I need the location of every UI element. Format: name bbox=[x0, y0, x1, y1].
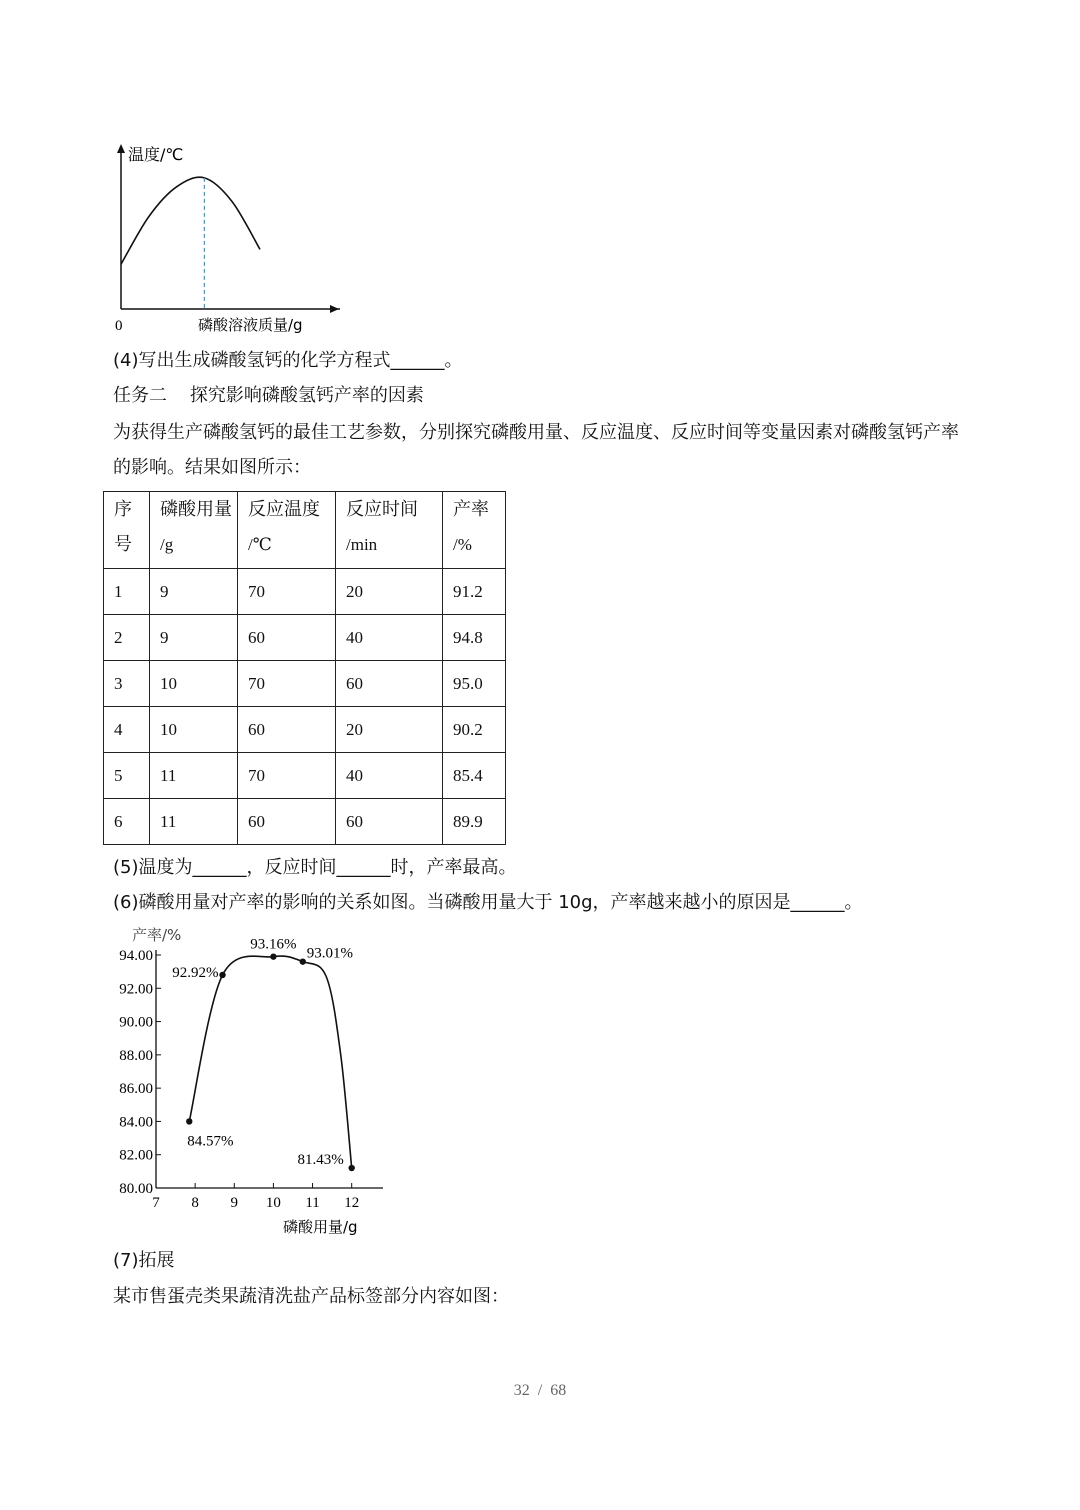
table-cell: 40 bbox=[336, 753, 443, 799]
table-cell: 5 bbox=[104, 753, 150, 799]
header-unit: /% bbox=[453, 535, 472, 554]
data-point bbox=[300, 958, 306, 964]
intro-line-2: 的影响。结果如图所示： bbox=[113, 457, 311, 478]
header-text: 反应温度 bbox=[248, 499, 320, 520]
header-text: 产率 bbox=[453, 499, 489, 520]
task-2-title: 任务二 探究影响磷酸氢钙产率的因素 bbox=[113, 385, 424, 406]
table-header-row bbox=[104, 492, 506, 569]
table-cell: 11 bbox=[150, 753, 238, 799]
header-text: 序 bbox=[114, 499, 132, 520]
y-tick-label: 90.00 bbox=[119, 1014, 153, 1031]
table-cell: 91.2 bbox=[443, 569, 506, 615]
y-tick-label: 84.00 bbox=[119, 1114, 153, 1131]
header-cell bbox=[104, 492, 150, 569]
table-row bbox=[104, 569, 506, 615]
table-row bbox=[104, 661, 506, 707]
x-tick-label: 10 bbox=[265, 1195, 281, 1211]
data-label: 93.01% bbox=[306, 945, 354, 962]
data-label: 93.16% bbox=[250, 936, 297, 953]
table-cell: 3 bbox=[104, 661, 150, 707]
table-cell: 40 bbox=[336, 615, 443, 661]
question-5: (5)温度为______，反应时间______时，产率最高。 bbox=[113, 857, 517, 878]
table-cell: 11 bbox=[150, 799, 238, 845]
table-cell: 94.8 bbox=[443, 615, 506, 661]
table-cell: 70 bbox=[238, 753, 336, 799]
header-cell bbox=[336, 492, 443, 569]
y-axis-label: 产率/% bbox=[132, 926, 182, 944]
table-cell: 9 bbox=[150, 569, 238, 615]
y-tick-label: 94.00 bbox=[119, 947, 153, 964]
table-cell: 60 bbox=[238, 799, 336, 845]
results-table bbox=[103, 491, 506, 845]
y-tick-label: 88.00 bbox=[119, 1047, 153, 1064]
question-7: (7)拓展 bbox=[113, 1250, 175, 1271]
table-cell: 70 bbox=[238, 569, 336, 615]
x-axis-label: 磷酸用量/g bbox=[283, 1218, 358, 1236]
table-cell: 60 bbox=[336, 661, 443, 707]
table-cell: 4 bbox=[104, 707, 150, 753]
table-cell: 90.2 bbox=[443, 707, 506, 753]
table-cell: 70 bbox=[238, 661, 336, 707]
x-axis-arrow bbox=[330, 305, 339, 313]
table-cell: 10 bbox=[150, 661, 238, 707]
y-axis-label: 温度/℃ bbox=[128, 145, 184, 164]
header-cell bbox=[443, 492, 506, 569]
temperature-chart bbox=[100, 140, 340, 340]
question-4: (4)写出生成磷酸氢钙的化学方程式______。 bbox=[113, 350, 463, 371]
header-unit: /min bbox=[346, 535, 378, 554]
table-cell: 10 bbox=[150, 707, 238, 753]
data-label: 84.57% bbox=[187, 1133, 234, 1150]
y-axis-arrow bbox=[117, 144, 125, 153]
y-tick-label: 82.00 bbox=[119, 1147, 153, 1164]
question-6: (6)磷酸用量对产率的影响的关系如图。当磷酸用量大于 10g，产率越来越小的原因是______。 bbox=[113, 892, 863, 913]
table-row bbox=[104, 707, 506, 753]
table-cell: 60 bbox=[238, 707, 336, 753]
y-tick-label: 92.00 bbox=[119, 981, 153, 998]
table-cell: 20 bbox=[336, 569, 443, 615]
header-cell bbox=[150, 492, 238, 569]
data-point bbox=[219, 972, 225, 978]
header-text: 号 bbox=[114, 534, 132, 555]
table-cell: 60 bbox=[336, 799, 443, 845]
table-row bbox=[104, 799, 506, 845]
header-text: 反应时间 bbox=[346, 499, 418, 520]
page-number: 32 / 68 bbox=[513, 1382, 567, 1399]
y-tick-label: 80.00 bbox=[119, 1181, 153, 1197]
header-cell bbox=[238, 492, 336, 569]
data-label: 81.43% bbox=[297, 1152, 344, 1169]
x-tick-label: 9 bbox=[230, 1195, 239, 1211]
temperature-curve bbox=[121, 177, 260, 264]
data-point bbox=[186, 1118, 192, 1124]
table-cell: 6 bbox=[104, 799, 150, 845]
table-row bbox=[104, 753, 506, 799]
x-tick-label: 12 bbox=[344, 1195, 360, 1211]
header-unit: /g bbox=[160, 535, 174, 554]
x-axis-label: 磷酸溶液质量/g bbox=[198, 316, 303, 334]
table-cell: 20 bbox=[336, 707, 443, 753]
table-cell: 2 bbox=[104, 615, 150, 661]
table-cell: 85.4 bbox=[443, 753, 506, 799]
y-tick-label: 86.00 bbox=[119, 1081, 153, 1098]
table-cell: 1 bbox=[104, 569, 150, 615]
data-point bbox=[348, 1165, 354, 1171]
origin-label: 0 bbox=[115, 318, 123, 334]
table-cell: 9 bbox=[150, 615, 238, 661]
intro-line-1: 为获得生产磷酸氢钙的最佳工艺参数，分别探究磷酸用量、反应温度、反应时间等变量因素对磷酸氢钙产率 bbox=[113, 422, 959, 443]
data-label: 92.92% bbox=[172, 964, 219, 981]
yield-chart bbox=[100, 922, 400, 1242]
data-point bbox=[270, 953, 276, 959]
table-cell: 60 bbox=[238, 615, 336, 661]
table-cell: 89.9 bbox=[443, 799, 506, 845]
header-text: 磷酸用量 bbox=[160, 499, 232, 520]
question-7-text: 某市售蛋壳类果蔬清洗盐产品标签部分内容如图： bbox=[113, 1286, 509, 1307]
x-tick-label: 11 bbox=[305, 1195, 320, 1211]
x-tick-label: 7 bbox=[152, 1195, 160, 1211]
header-unit: /℃ bbox=[248, 535, 272, 554]
table-row bbox=[104, 615, 506, 661]
table-cell: 95.0 bbox=[443, 661, 506, 707]
x-tick-label: 8 bbox=[191, 1195, 199, 1211]
